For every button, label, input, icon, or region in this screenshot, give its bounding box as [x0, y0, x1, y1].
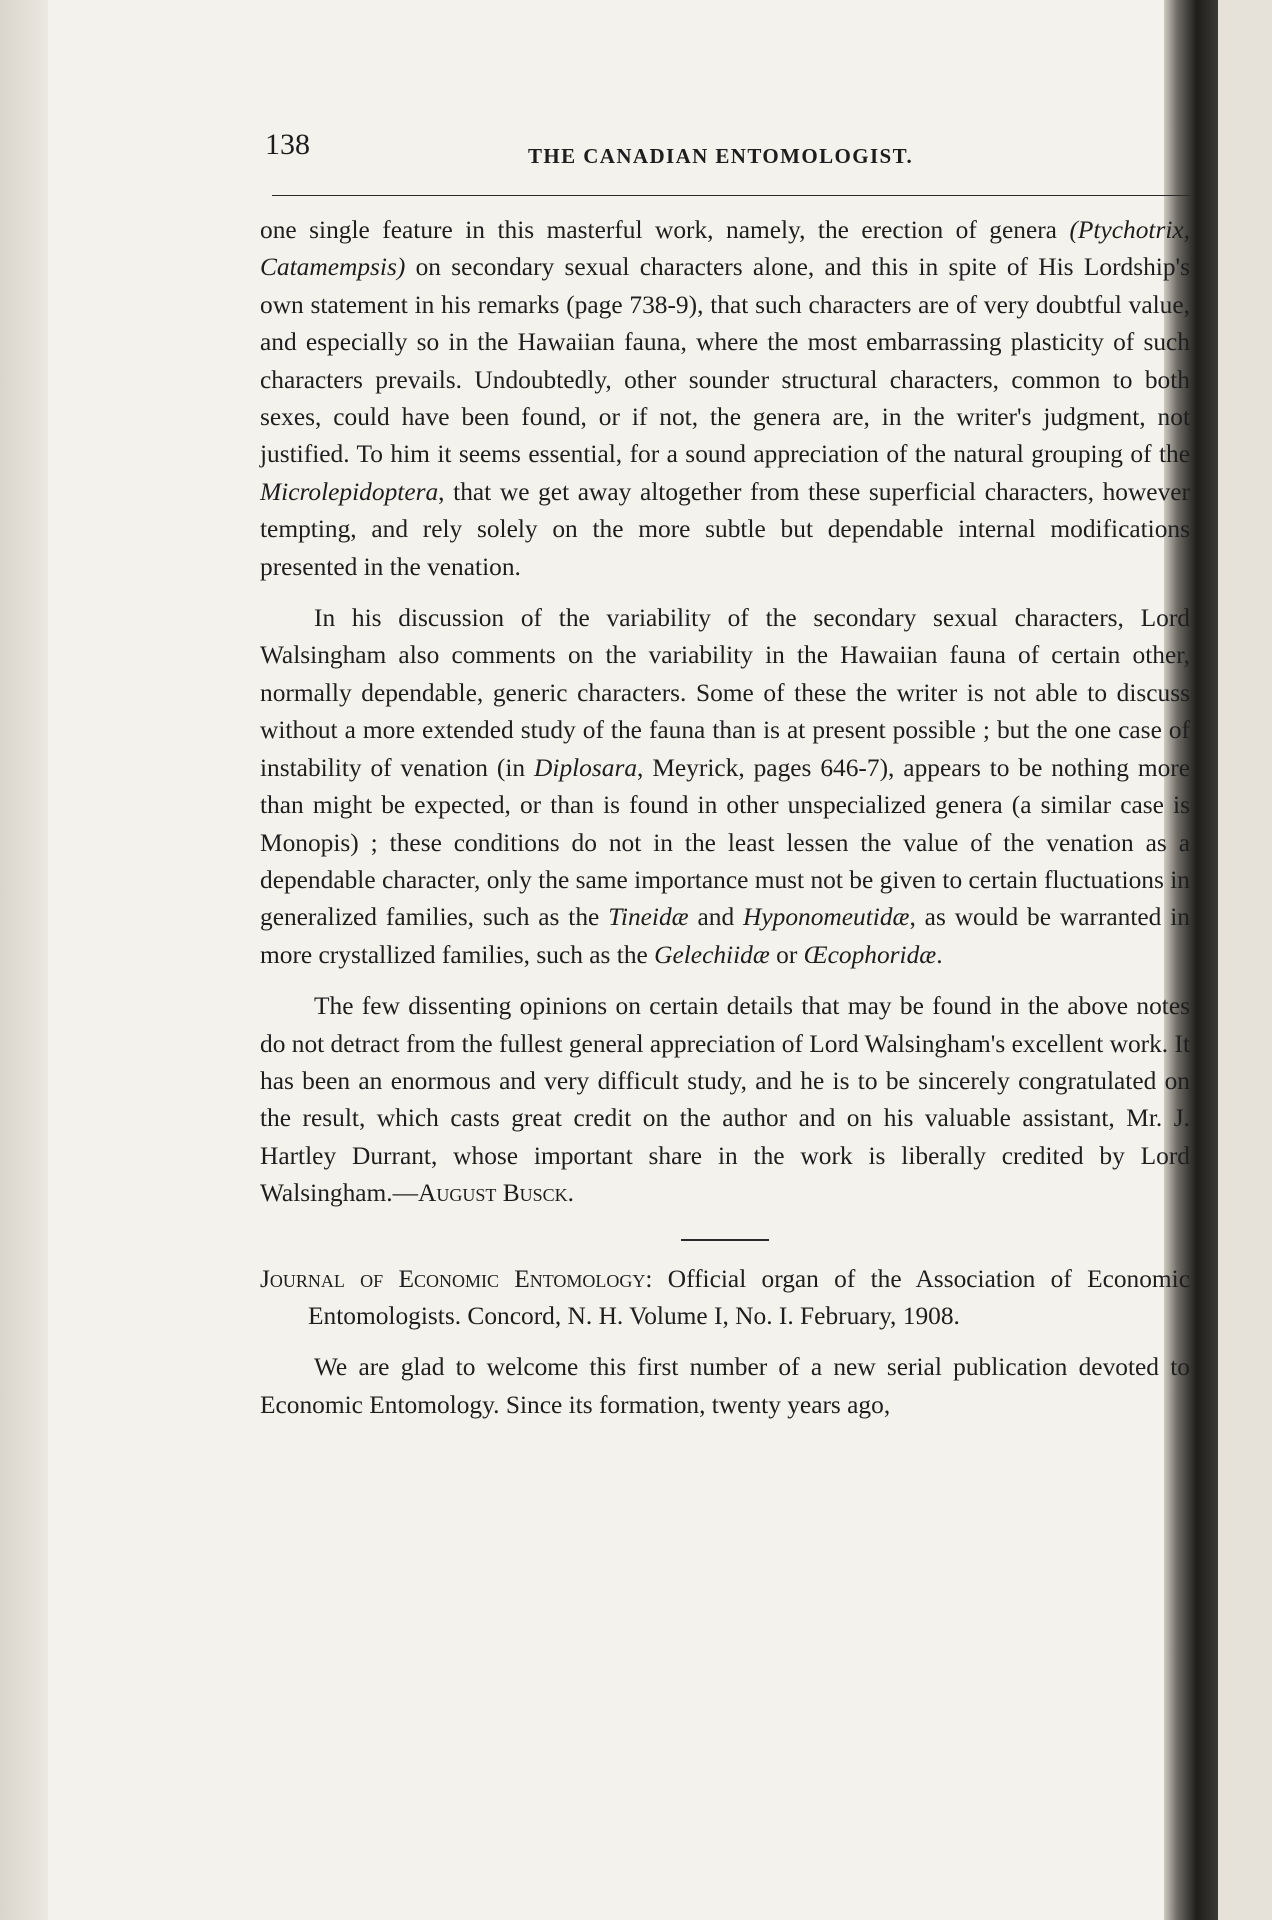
page-number: 138	[265, 128, 310, 161]
running-head	[265, 128, 1195, 172]
notice-journal-name: Journal of Economic Entomology	[260, 1264, 646, 1293]
italic-term: (Ptychotrix, Catamempsis)	[260, 216, 1190, 282]
notice-paragraph: We are glad to welcome this first number of a new serial publication devoted to Economic Entomology. Since its formation, twenty years ago,	[260, 1353, 1190, 1419]
review-signature: August Busck.	[418, 1179, 575, 1208]
section-divider	[681, 1239, 769, 1241]
italic-term: Hyponomeutidæ	[743, 903, 910, 932]
review-paragraph-3	[260, 988, 1190, 1212]
notice-citation	[260, 1261, 1190, 1336]
italic-term: Diplosara	[534, 753, 638, 782]
italic-term: Œcophoridæ	[803, 940, 937, 969]
review-paragraph-3-text: The few dissenting opinions on certain details that may be found in the above notes do not detract from the fullest general appreciation of Lord Walsingham's excellent work. It has been an enormous and very difficult study, and he is to be sincerely congratulated on the result, which casts great credit on the author and on his valuable assistant, Mr. J. Hartley Durrant, whose important share in the work is liberally credited by Lord Walsingham.—	[260, 992, 1190, 1208]
scan-left-margin	[0, 0, 48, 1920]
notice-citation-details: : Official organ of the Association of Economic Entomologists. Concord, N. H. Volume I, No. I. February, 1908.	[308, 1264, 1191, 1330]
italic-term: Tineidæ	[608, 903, 689, 932]
header-rule	[272, 195, 1190, 196]
italic-term: Gelechiidæ	[654, 940, 770, 969]
review-paragraph-2: In his discussion of the variability of the secondary sexual characters, Lord Walsingham also comments on the variability in the Hawaiian fauna of certain other, normally dependable, generic characters. Some of these the writer is not able to discuss without a more extended study of the fauna than is at present possible ; but the one case of instability of venation (in Diplosara, Meyrick, pages 646-7), appears to be nothing more than might be expected, or than is found in other unspecialized genera (a similar case is Monopis) ; these conditions do not in the least lessen the value of the venation as a dependable character, only the same importance must not be given to certain fluctuations in generalized families, such as the Tineidæ and Hyponomeutidæ, as would be warranted in more crystallized families, such as the Gelechiidæ or Œcophoridæ.	[260, 604, 1190, 969]
main-text	[260, 212, 1190, 1424]
journal-title: THE CANADIAN ENTOMOLOGIST.	[528, 144, 914, 168]
review-paragraph-1: one single feature in this masterful work, namely, the erection of genera (Ptychotrix, Catamempsis) on secondary sexual characters alone, and this in spite of His Lordship's own statement in his remarks (page 738-9), that such characters are of very doubtful value, and especially so in the Hawaiian fauna, where the most embarrassing plasticity of such characters prevails. Undoubtedly, other sounder structural characters, common to both sexes, could have been found, or if not, the genera are, in the writer's judgment, not justified. To him it seems essential, for a sound appreciation of the natural grouping of the Microlepidoptera, that we get away altogether from these superficial characters, however tempting, and rely solely on the more subtle but dependable internal modifications presented in the venation.	[260, 216, 1190, 581]
italic-term: Microlepidoptera	[260, 477, 439, 506]
